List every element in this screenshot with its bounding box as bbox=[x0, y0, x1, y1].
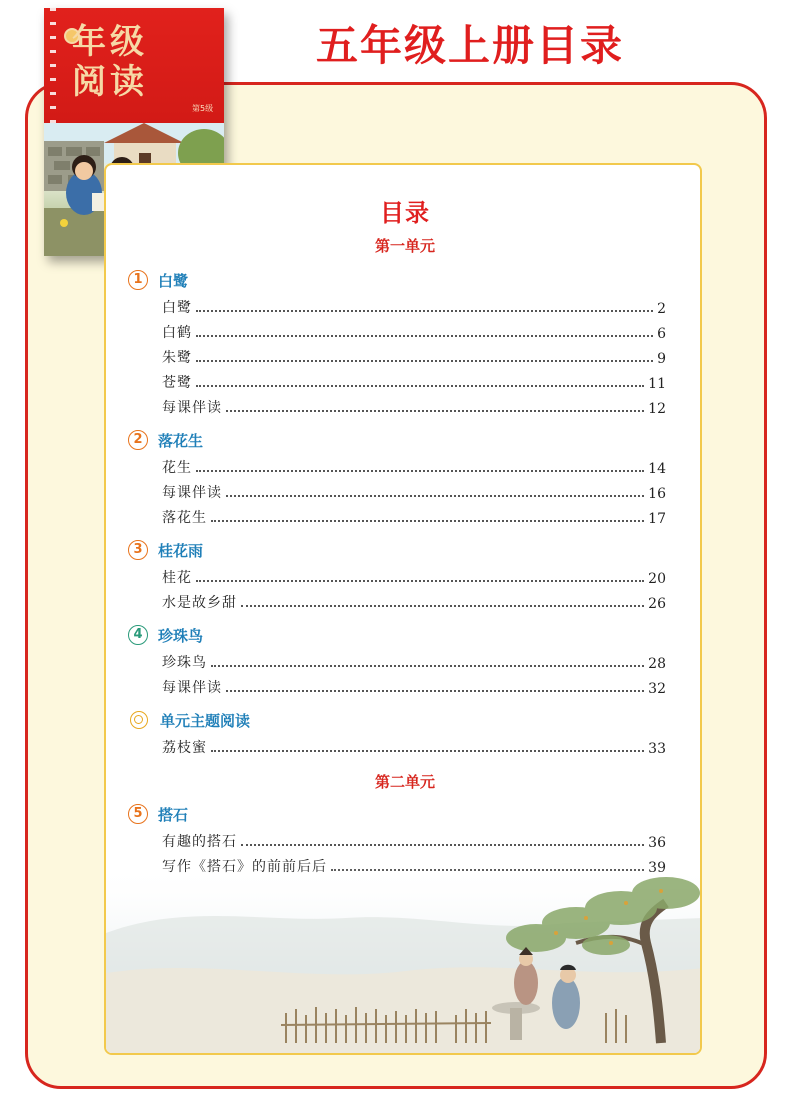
entry-title: 朱鹭 bbox=[162, 350, 192, 366]
entry-page: 36 bbox=[648, 835, 666, 851]
toc-entry[interactable] bbox=[162, 370, 666, 392]
section-4[interactable] bbox=[128, 624, 203, 646]
toc-entry[interactable] bbox=[162, 295, 666, 317]
section-label: 搭石 bbox=[158, 805, 189, 824]
section-2[interactable] bbox=[128, 429, 203, 451]
section-number-badge: 4 bbox=[128, 625, 148, 645]
unit-heading: 第一单元 bbox=[374, 237, 435, 255]
entry-title: 落花生 bbox=[162, 510, 207, 526]
section-number-badge: 5 bbox=[128, 804, 148, 824]
toc-entry[interactable] bbox=[162, 565, 666, 587]
ink-landscape-icon bbox=[106, 863, 702, 1053]
book-title-line2: 阅读 bbox=[72, 62, 148, 102]
toc-panel bbox=[104, 163, 702, 1055]
toc-entry[interactable] bbox=[162, 735, 666, 757]
dot-leader bbox=[211, 750, 644, 752]
entry-title: 每课伴读 bbox=[162, 400, 222, 416]
section-number-badge: 1 bbox=[128, 270, 148, 290]
toc-entry[interactable] bbox=[162, 345, 666, 367]
section-label: 单元主题阅读 bbox=[160, 711, 251, 730]
toc-entry[interactable] bbox=[162, 455, 666, 477]
toc-entry[interactable] bbox=[162, 505, 666, 527]
toc-entry[interactable] bbox=[162, 675, 666, 697]
dot-leader bbox=[241, 844, 644, 846]
entry-title: 每课伴读 bbox=[162, 485, 222, 501]
toc-entry[interactable] bbox=[162, 590, 666, 612]
entry-page: 26 bbox=[648, 596, 666, 612]
entry-title: 每课伴读 bbox=[162, 680, 222, 696]
entry-page: 28 bbox=[648, 656, 666, 672]
section-5[interactable] bbox=[128, 803, 188, 825]
section-1[interactable] bbox=[128, 269, 188, 291]
entry-page: 14 bbox=[648, 461, 666, 477]
section-label: 珍珠鸟 bbox=[158, 626, 204, 645]
dot-leader bbox=[211, 665, 644, 667]
section-number-badge: 2 bbox=[128, 430, 148, 450]
entry-title: 珍珠鸟 bbox=[162, 655, 207, 671]
entry-title: 荔枝蜜 bbox=[162, 740, 207, 756]
double-circle-icon bbox=[130, 711, 148, 729]
section-number-badge: 3 bbox=[128, 540, 148, 560]
unit-heading: 第二单元 bbox=[374, 773, 435, 791]
entry-page: 33 bbox=[648, 741, 666, 757]
entry-page: 11 bbox=[648, 376, 666, 392]
book-level: 第5级 bbox=[192, 104, 214, 113]
dot-leader bbox=[196, 385, 644, 387]
book-title bbox=[72, 22, 182, 102]
section-unit-theme[interactable] bbox=[128, 709, 250, 731]
entry-page: 2 bbox=[657, 301, 666, 317]
dot-leader bbox=[226, 690, 644, 692]
dot-leader bbox=[226, 495, 644, 497]
book-title-line1: 年级 bbox=[72, 22, 148, 62]
entry-page: 16 bbox=[648, 486, 666, 502]
toc-title: 目录 bbox=[380, 199, 430, 227]
entry-title: 苍鹭 bbox=[162, 375, 192, 391]
toc-entry[interactable] bbox=[162, 320, 666, 342]
entry-title: 桂花 bbox=[162, 570, 192, 586]
entry-title: 白鹭 bbox=[162, 300, 192, 316]
toc-entry[interactable] bbox=[162, 395, 666, 417]
entry-page: 12 bbox=[648, 401, 666, 417]
dot-leader bbox=[196, 310, 653, 312]
dot-leader bbox=[196, 360, 653, 362]
page-title: 五年级上册目录 bbox=[315, 21, 624, 70]
toc-entry[interactable] bbox=[162, 829, 666, 851]
toc-entry[interactable] bbox=[162, 650, 666, 672]
section-3[interactable] bbox=[128, 539, 203, 561]
dot-leader bbox=[196, 470, 644, 472]
dot-leader bbox=[241, 605, 644, 607]
entry-page: 9 bbox=[657, 351, 666, 367]
landscape-illustration bbox=[106, 863, 702, 1053]
dot-leader bbox=[196, 335, 653, 337]
entry-page: 20 bbox=[648, 571, 666, 587]
toc-entry[interactable] bbox=[162, 480, 666, 502]
dot-leader bbox=[211, 520, 644, 522]
entry-page: 32 bbox=[648, 681, 666, 697]
entry-title: 水是故乡甜 bbox=[162, 595, 237, 611]
entry-page: 6 bbox=[657, 326, 666, 342]
section-label: 桂花雨 bbox=[158, 541, 204, 560]
dot-leader bbox=[196, 580, 644, 582]
entry-title: 白鹤 bbox=[162, 325, 192, 341]
entry-title: 花生 bbox=[162, 460, 192, 476]
entry-page: 17 bbox=[648, 511, 666, 527]
entry-title: 有趣的搭石 bbox=[162, 834, 237, 850]
section-label: 白鹭 bbox=[158, 271, 189, 290]
section-label: 落花生 bbox=[158, 431, 204, 450]
dot-leader bbox=[226, 410, 644, 412]
